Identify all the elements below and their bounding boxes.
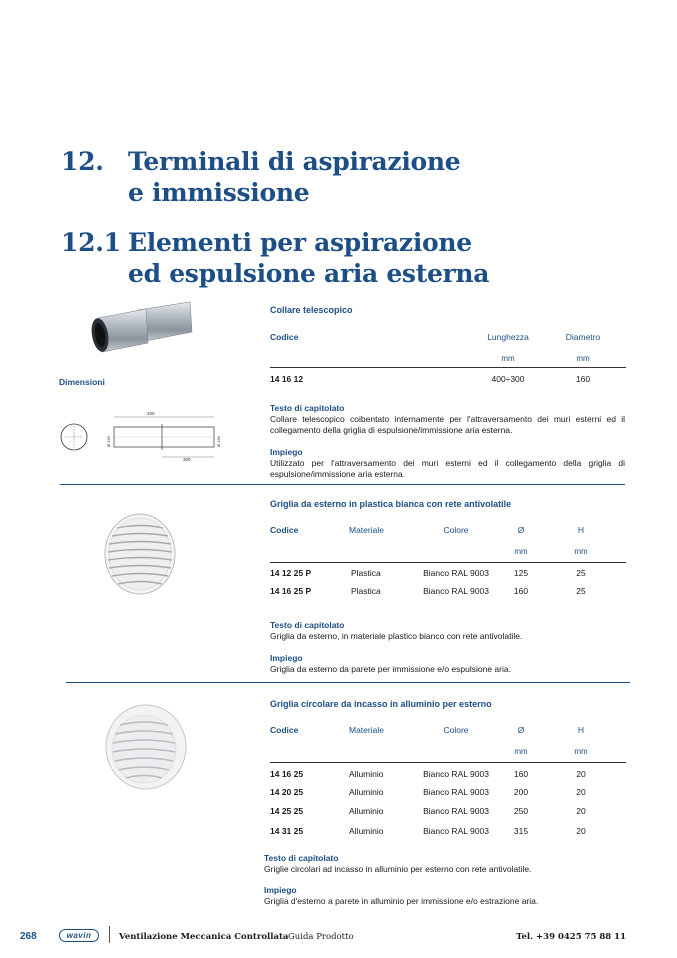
chapter-number: 12.	[61, 147, 104, 176]
row-height: 20	[576, 806, 586, 816]
section-divider	[60, 484, 625, 485]
row-length: 400÷300	[491, 374, 525, 384]
dimensions-label: Dimensioni	[59, 377, 105, 387]
plastic-grille-image	[103, 512, 177, 596]
section2-unit-diameter: mm	[514, 547, 528, 556]
row-code: 14 16 25	[270, 769, 304, 779]
section3-title: Griglia circolare da incasso in alluminio per esterno	[270, 699, 492, 709]
row-height: 20	[576, 787, 586, 797]
section2-header-height: H	[577, 525, 585, 535]
section3-header-diameter: Ø	[517, 725, 525, 735]
section1-table-rule	[270, 367, 626, 368]
row-code: 14 31 25	[270, 826, 304, 836]
row-code: 14 12 25 P	[270, 568, 312, 578]
section3-header-height: H	[577, 725, 585, 735]
chapter-title-line2: e immissione	[128, 178, 310, 207]
section3-use-label: Impiego	[264, 885, 297, 895]
section2-table-rule	[270, 562, 626, 563]
section1-spec-label: Testo di capitolato	[270, 403, 345, 413]
row-color: Bianco RAL 9003	[423, 769, 489, 779]
section-divider	[66, 682, 630, 683]
section3-header-code: Codice	[270, 725, 299, 735]
section3-unit-diameter: mm	[514, 747, 528, 756]
drawing-left-dimension: Ø 160	[106, 436, 111, 447]
brand-logo-text: wavin	[66, 931, 92, 940]
section2-header-color: Colore	[443, 525, 469, 535]
section1-unit-length: mm	[501, 354, 515, 363]
row-material: Alluminio	[349, 806, 384, 816]
chapter-title-line1: Terminali di aspirazione	[128, 147, 461, 176]
section-title-line1: Elementi per aspirazione	[128, 228, 472, 257]
section3-spec-label: Testo di capitolato	[264, 853, 339, 863]
brand-logo	[59, 929, 99, 942]
page-number: 268	[20, 931, 37, 942]
section-number: 12.1	[61, 228, 121, 257]
section2-header-code: Codice	[270, 525, 299, 535]
section2-header-material: Materiale	[349, 525, 384, 535]
row-diameter: 160	[513, 769, 529, 779]
section3-spec-text: Griglie circolari ad incasso in alluminio per esterno con rete antivolatile.	[264, 864, 532, 874]
section2-use-text: Griglia da esterno da parete per immissione e/o espulsione aria.	[270, 664, 511, 674]
row-code: 14 16 25 P	[270, 586, 312, 596]
section1-header-length: Lunghezza	[487, 332, 529, 342]
drawing-bottom-dimension: 300	[183, 457, 191, 462]
row-code: 14 16 12	[270, 374, 304, 384]
footer-phone: Tel. +39 0425 75 88 11	[516, 932, 626, 942]
section2-spec-text: Griglia da esterno, in materiale plastico bianco con rete antivolatile.	[270, 631, 523, 641]
drawing-right-dimension: Ø 160	[216, 436, 221, 447]
telescopic-collar-image	[86, 300, 196, 360]
drawing-top-dimension: 400	[147, 411, 155, 416]
row-color: Bianco RAL 9003	[423, 787, 489, 797]
aluminium-grille-image	[104, 703, 188, 791]
row-material: Plastica	[351, 586, 381, 596]
section1-use-label: Impiego	[270, 447, 303, 457]
section1-spec-text: Collare telescopico coibentato internamente per l'attraversamento dei muri esterni ed il collegamento della griglia di espulsione/immissione aria esterna.	[270, 414, 625, 435]
row-height: 25	[576, 586, 586, 596]
footer-product-rest: Guida Prodotto	[288, 932, 354, 942]
section3-header-material: Materiale	[349, 725, 384, 735]
row-height: 25	[576, 568, 586, 578]
section2-header-diameter: Ø	[517, 525, 525, 535]
row-color: Bianco RAL 9003	[423, 806, 489, 816]
section-title-line2: ed espulsione aria esterna	[128, 259, 490, 288]
section3-unit-height: mm	[574, 747, 588, 756]
row-diameter: 200	[513, 787, 529, 797]
row-code: 14 25 25	[270, 806, 304, 816]
telescopic-collar-drawing	[57, 405, 227, 465]
section1-header-diameter: Diametro	[565, 332, 601, 342]
section1-unit-diameter: mm	[576, 354, 590, 363]
section2-unit-height: mm	[574, 547, 588, 556]
row-color: Bianco RAL 9003	[423, 586, 489, 596]
section1-title: Collare telescopico	[270, 305, 353, 315]
section1-use-text: Utilizzato per l'attraversamento dei muri esterni ed il collegamento della griglia di espulsione/immissione aria esterna.	[270, 458, 625, 479]
row-material: Alluminio	[349, 769, 384, 779]
row-material: Alluminio	[349, 787, 384, 797]
row-code: 14 20 25	[270, 787, 304, 797]
row-color: Bianco RAL 9003	[423, 826, 489, 836]
row-diameter: 250	[513, 806, 529, 816]
row-height: 20	[576, 769, 586, 779]
section2-title: Griglia da esterno in plastica bianca con rete antivolatile	[270, 499, 512, 509]
section2-spec-label: Testo di capitolato	[270, 620, 345, 630]
section1-header-code: Codice	[270, 332, 299, 342]
row-diameter: 125	[513, 568, 529, 578]
row-material: Alluminio	[349, 826, 384, 836]
row-diameter: 315	[513, 826, 529, 836]
footer-product-bold: Ventilazione Meccanica Controllata	[119, 932, 289, 942]
section3-use-text: Griglia d'esterno a parete in alluminio per immissione e/o estrazione aria.	[264, 896, 539, 906]
row-diameter: 160	[513, 586, 529, 596]
row-height: 20	[576, 826, 586, 836]
footer-divider	[109, 926, 110, 943]
section3-table-rule	[270, 762, 626, 763]
row-color: Bianco RAL 9003	[423, 568, 489, 578]
row-material: Plastica	[351, 568, 381, 578]
section3-header-color: Colore	[443, 725, 469, 735]
section2-use-label: Impiego	[270, 653, 303, 663]
row-diameter: 160	[575, 374, 591, 384]
